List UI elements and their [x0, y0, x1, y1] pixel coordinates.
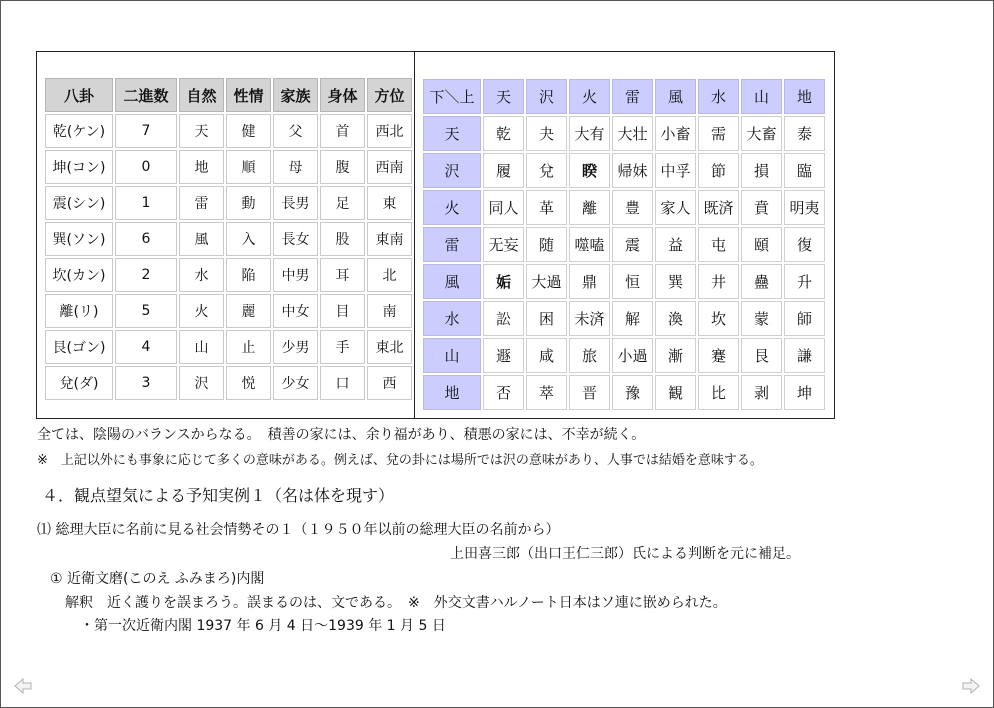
section-heading: ４．観点望気による予知実例１（名は体を現す） [42, 486, 395, 505]
balance-text: 全ては、陰陽のバランスからなる。 積善の家には、余り福があり、積悪の家には、不幸が続く。 [37, 427, 646, 443]
hexagram-cell: 観 [655, 375, 696, 410]
hexagram-cell: 乾 [483, 116, 524, 151]
trigram-row [45, 186, 412, 220]
upper-trigram-header: 沢 [526, 79, 567, 114]
trigram-cell: 西北 [367, 114, 412, 148]
hexagram-row [423, 153, 825, 188]
trigram-column-header: 二進数 [115, 78, 177, 112]
lower-trigram-header: 水 [423, 301, 481, 336]
trigram-cell: 雷 [179, 186, 224, 220]
hexagram-cell: 家人 [655, 190, 696, 225]
trigram-cell: 天 [179, 114, 224, 148]
trigram-cell: 6 [115, 222, 177, 256]
trigram-cell: 西 [367, 366, 412, 400]
hexagram-cell: 訟 [483, 301, 524, 336]
lower-trigram-header: 風 [423, 264, 481, 299]
lower-trigram-header: 天 [423, 116, 481, 151]
hexagram-cell: 屯 [698, 227, 739, 262]
hexagram-cell: 需 [698, 116, 739, 151]
trigram-column-header: 家族 [273, 78, 318, 112]
trigram-cell: 足 [320, 186, 365, 220]
hexagram-cell: 帰妹 [612, 153, 653, 188]
trigram-row [45, 114, 412, 148]
lower-trigram-header: 沢 [423, 153, 481, 188]
trigram-cell: 動 [226, 186, 271, 220]
hexagram-cell: 旅 [569, 338, 610, 373]
hexagram-cell: 中孚 [655, 153, 696, 188]
note-text: ※ 上記以外にも事象に応じて多くの意味がある。例えば、兌の卦には場所では沢の意味があり、人事では結婚を意味する。 [37, 453, 763, 468]
arrow-left-icon[interactable] [14, 678, 32, 694]
hexagram-cell: 節 [698, 153, 739, 188]
trigram-row [45, 258, 412, 292]
hexagram-row [423, 227, 825, 262]
hexagram-cell: 豊 [612, 190, 653, 225]
upper-trigram-header: 火 [569, 79, 610, 114]
trigram-row [45, 222, 412, 256]
hexagram-row [423, 338, 825, 373]
tables-box [36, 51, 835, 419]
hexagram-row [423, 375, 825, 410]
hexagram-cell: 遯 [483, 338, 524, 373]
trigram-cell: 離(リ) [45, 294, 113, 328]
trigram-cell: 順 [226, 150, 271, 184]
trigram-cell: 手 [320, 330, 365, 364]
hexagram-cell: 渙 [655, 301, 696, 336]
hexagram-row [423, 116, 825, 151]
upper-trigram-header: 水 [698, 79, 739, 114]
hexagram-cell: 震 [612, 227, 653, 262]
trigram-cell: 腹 [320, 150, 365, 184]
trigram-cell: 麗 [226, 294, 271, 328]
credit-text: 上田喜三郎（出口王仁三郎）氏による判断を元に補足。 [450, 546, 800, 562]
trigram-cell: 口 [320, 366, 365, 400]
hexagram-cell: 豫 [612, 375, 653, 410]
hexagram-cell: 蹇 [698, 338, 739, 373]
hexagram-cell: 泰 [784, 116, 825, 151]
trigram-cell: 長女 [273, 222, 318, 256]
trigram-row [45, 330, 412, 364]
hexagram-cell: 既済 [698, 190, 739, 225]
hexagram-cell: 蒙 [741, 301, 782, 336]
trigram-column-header: 八卦 [45, 78, 113, 112]
trigram-cell: 坤(コン) [45, 150, 113, 184]
trigram-cell: 母 [273, 150, 318, 184]
trigram-cell: 少男 [273, 330, 318, 364]
hexagram-cell: 随 [526, 227, 567, 262]
hexagram-cell: 噬嗑 [569, 227, 610, 262]
trigram-cell: 4 [115, 330, 177, 364]
trigram-cell: 風 [179, 222, 224, 256]
lower-trigram-header: 火 [423, 190, 481, 225]
hexagram-cell: 師 [784, 301, 825, 336]
trigram-cell: 1 [115, 186, 177, 220]
trigram-cell: 東北 [367, 330, 412, 364]
arrow-right-icon[interactable] [962, 678, 980, 694]
hexagram-cell: 夬 [526, 116, 567, 151]
trigram-cell: 兌(ダ) [45, 366, 113, 400]
hexagram-cell: 咸 [526, 338, 567, 373]
hexagram-cell: 大有 [569, 116, 610, 151]
hexagram-cell: 巽 [655, 264, 696, 299]
hexagram-cell: 大畜 [741, 116, 782, 151]
hexagram-cell: 臨 [784, 153, 825, 188]
trigram-row [45, 294, 412, 328]
trigram-cell: 山 [179, 330, 224, 364]
hexagram-cell: 解 [612, 301, 653, 336]
hexagram-row [423, 264, 825, 299]
trigram-cell: 7 [115, 114, 177, 148]
hexagram-cell: 小畜 [655, 116, 696, 151]
trigram-cell: 西南 [367, 150, 412, 184]
hexagram-row [423, 190, 825, 225]
trigram-cell: 艮(ゴン) [45, 330, 113, 364]
hexagram-cell: 同人 [483, 190, 524, 225]
hexagram-table [421, 77, 827, 412]
item-heading: ⑴ 総理大臣に名前に見る社会情勢その１（１９５０年以前の総理大臣の名前から） [37, 522, 560, 538]
trigram-cell: 5 [115, 294, 177, 328]
cabinet-dates: ・第一次近衛内閣 1937 年 6 月 4 日～1939 年 1 月 5 日 [80, 618, 446, 634]
hexagram-cell: 謙 [784, 338, 825, 373]
lower-trigram-header: 地 [423, 375, 481, 410]
trigram-cell: 股 [320, 222, 365, 256]
hexagram-cell: 大壮 [612, 116, 653, 151]
trigram-cell: 火 [179, 294, 224, 328]
hexagram-cell: 井 [698, 264, 739, 299]
hexagram-cell: 明夷 [784, 190, 825, 225]
trigram-cell: 0 [115, 150, 177, 184]
trigram-cell: 入 [226, 222, 271, 256]
trigram-cell: 地 [179, 150, 224, 184]
trigram-cell: 中女 [273, 294, 318, 328]
hexagram-cell: 革 [526, 190, 567, 225]
trigram-cell: 父 [273, 114, 318, 148]
hexagram-cell: 睽 [569, 153, 610, 188]
trigram-cell: 3 [115, 366, 177, 400]
hexagram-cell: 萃 [526, 375, 567, 410]
hexagram-cell: 蠱 [741, 264, 782, 299]
hexagram-cell: 坤 [784, 375, 825, 410]
hexagram-cell: 益 [655, 227, 696, 262]
trigram-cell: 巽(ソン) [45, 222, 113, 256]
upper-trigram-header: 風 [655, 79, 696, 114]
trigram-column-header: 性情 [226, 78, 271, 112]
trigram-cell: 南 [367, 294, 412, 328]
trigram-cell: 震(シン) [45, 186, 113, 220]
hexagram-cell: 困 [526, 301, 567, 336]
upper-trigram-header: 地 [784, 79, 825, 114]
trigram-table [43, 76, 414, 402]
hexagram-table-header [423, 79, 825, 114]
trigram-cell: 止 [226, 330, 271, 364]
trigram-cell: 悦 [226, 366, 271, 400]
hexagram-row [423, 301, 825, 336]
trigram-cell: 長男 [273, 186, 318, 220]
trigram-cell: 坎(カン) [45, 258, 113, 292]
hexagram-cell: 大過 [526, 264, 567, 299]
hexagram-cell: 比 [698, 375, 739, 410]
hexagram-cell: 剥 [741, 375, 782, 410]
trigram-cell: 中男 [273, 258, 318, 292]
trigram-cell: 健 [226, 114, 271, 148]
hexagram-cell: 損 [741, 153, 782, 188]
trigram-column-header: 自然 [179, 78, 224, 112]
hexagram-cell: 漸 [655, 338, 696, 373]
trigram-row [45, 150, 412, 184]
lower-trigram-header: 山 [423, 338, 481, 373]
trigram-column-header: 方位 [367, 78, 412, 112]
trigram-cell: 耳 [320, 258, 365, 292]
trigram-column-header: 身体 [320, 78, 365, 112]
hexagram-cell: 兌 [526, 153, 567, 188]
hexagram-cell: 賁 [741, 190, 782, 225]
trigram-cell: 首 [320, 114, 365, 148]
hexagram-cell: 恒 [612, 264, 653, 299]
trigram-cell: 北 [367, 258, 412, 292]
hexagram-cell: 晋 [569, 375, 610, 410]
hexagram-cell: 未済 [569, 301, 610, 336]
corner-header: 下＼上 [423, 79, 481, 114]
hexagram-cell: 小過 [612, 338, 653, 373]
trigram-cell: 乾(ケン) [45, 114, 113, 148]
trigram-cell: 目 [320, 294, 365, 328]
trigram-cell: 陥 [226, 258, 271, 292]
trigram-cell: 東 [367, 186, 412, 220]
hexagram-cell: 鼎 [569, 264, 610, 299]
hexagram-cell: 升 [784, 264, 825, 299]
lower-trigram-header: 雷 [423, 227, 481, 262]
trigram-cell: 2 [115, 258, 177, 292]
trigram-row [45, 366, 412, 400]
hexagram-cell: 復 [784, 227, 825, 262]
trigram-table-header [45, 78, 412, 112]
hexagram-cell: 艮 [741, 338, 782, 373]
subitem-heading: ① 近衛文磨(このえ ふみまろ)内閣 [50, 571, 265, 587]
table-divider [414, 52, 415, 418]
interpretation-text: 解釈 近く護りを誤まろう。誤まるのは、文である。 ※ 外交文書ハルノート日本はソ連に嵌められた。 [65, 595, 727, 611]
trigram-cell: 東南 [367, 222, 412, 256]
hexagram-cell: 履 [483, 153, 524, 188]
trigram-cell: 水 [179, 258, 224, 292]
upper-trigram-header: 雷 [612, 79, 653, 114]
trigram-cell: 少女 [273, 366, 318, 400]
hexagram-cell: 坎 [698, 301, 739, 336]
hexagram-cell: 无妄 [483, 227, 524, 262]
upper-trigram-header: 天 [483, 79, 524, 114]
hexagram-cell: 姤 [483, 264, 524, 299]
hexagram-cell: 否 [483, 375, 524, 410]
hexagram-cell: 離 [569, 190, 610, 225]
hexagram-cell: 頤 [741, 227, 782, 262]
upper-trigram-header: 山 [741, 79, 782, 114]
trigram-cell: 沢 [179, 366, 224, 400]
